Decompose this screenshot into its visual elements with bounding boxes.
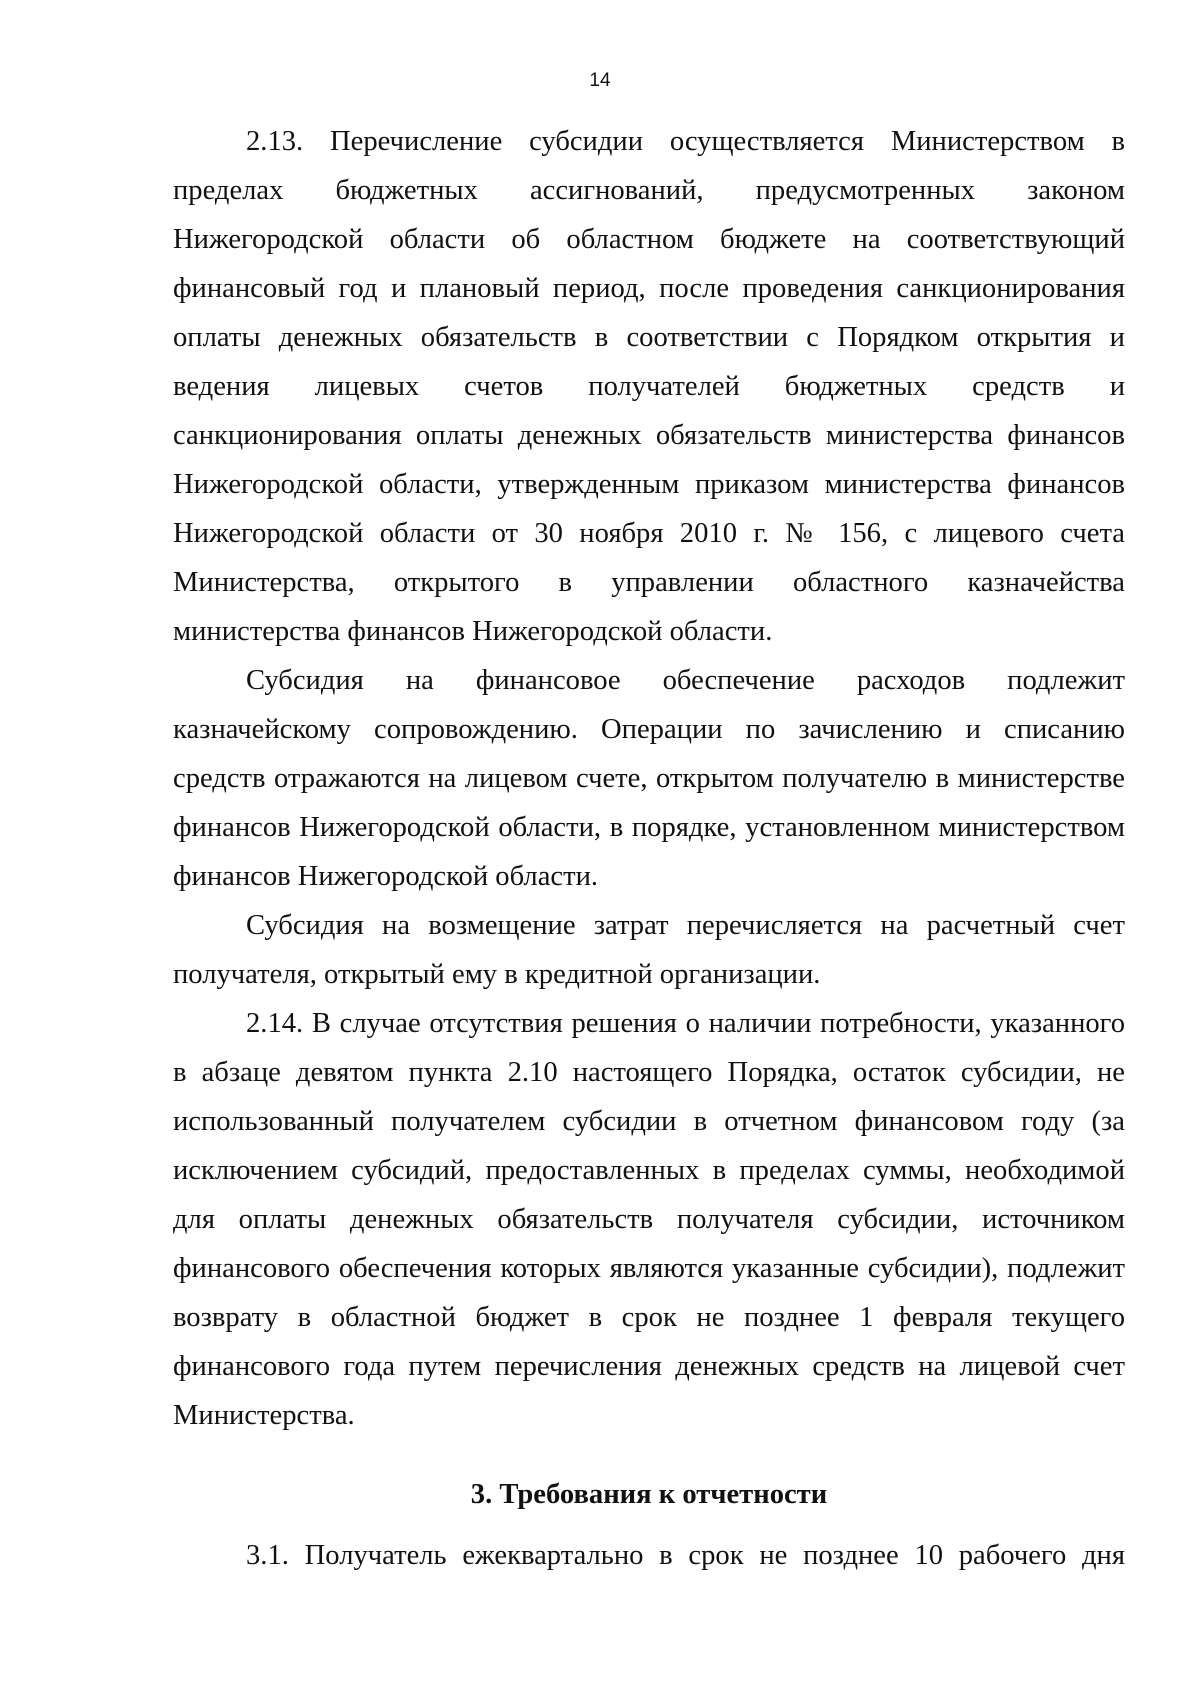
- section-heading: 3. Требования к отчетности: [470, 1479, 828, 1510]
- page-number: 14: [589, 70, 611, 91]
- document-body: [173, 117, 1125, 1580]
- heading-spacer: [173, 1519, 1125, 1531]
- paragraph-3-1: 3.1. Получатель ежеквартально в срок не позднее 10 рабочего дня: [246, 1540, 1125, 1571]
- paragraph-cost-reimbursement: Субсидия на возмещение затрат перечисляется на расчетный счет получателя, открытый ему в кредитной организации.: [173, 910, 1125, 990]
- paragraph-treasury-support: Субсидия на финансовое обеспечение расходов подлежит казначейскому сопровождению. Операции по зачислению и списанию средств отражаются на лицевом счете, открытом получателю в министерстве финансов Нижегородской области, в порядке, установленном министерством финансов Нижегородской области.: [173, 665, 1125, 892]
- paragraph-2-13: 2.13. Перечисление субсидии осуществляется Министерством в пределах бюджетных ассигнований, предусмотренных законом Нижегородской области об областном бюджете на соответствующий финансовый год и плановый период, после проведения санкционирования оплаты денежных обязательств в соответствии с Порядком открытия и ведения лицевых счетов получателей бюджетных средств и санкционирования оплаты денежных обязательств министерства финансов Нижегородской области, утвержденным приказом министерства финансов Нижегородской области от 30 ноября 2010 г. № 156, с лицевого счета Министерства, открытого в управлении областного казначейства министерства финансов Нижегородской области.: [173, 126, 1125, 647]
- paragraph-2-14: 2.14. В случае отсутствия решения о наличии потребности, указанного в абзаце девятом пункта 2.10 настоящего Порядка, остаток субсидии, не использованный получателем субсидии в отчетном финансовом году (за исключением субсидий, предоставленных в пределах суммы, необходимой для оплаты денежных обязательств получателя субсидии, источником финансового обеспечения которых являются указанные субсидии), подлежит возврату в областной бюджет в срок не позднее 1 февраля текущего финансового года путем перечисления денежных средств на лицевой счет Министерства.: [173, 1008, 1125, 1431]
